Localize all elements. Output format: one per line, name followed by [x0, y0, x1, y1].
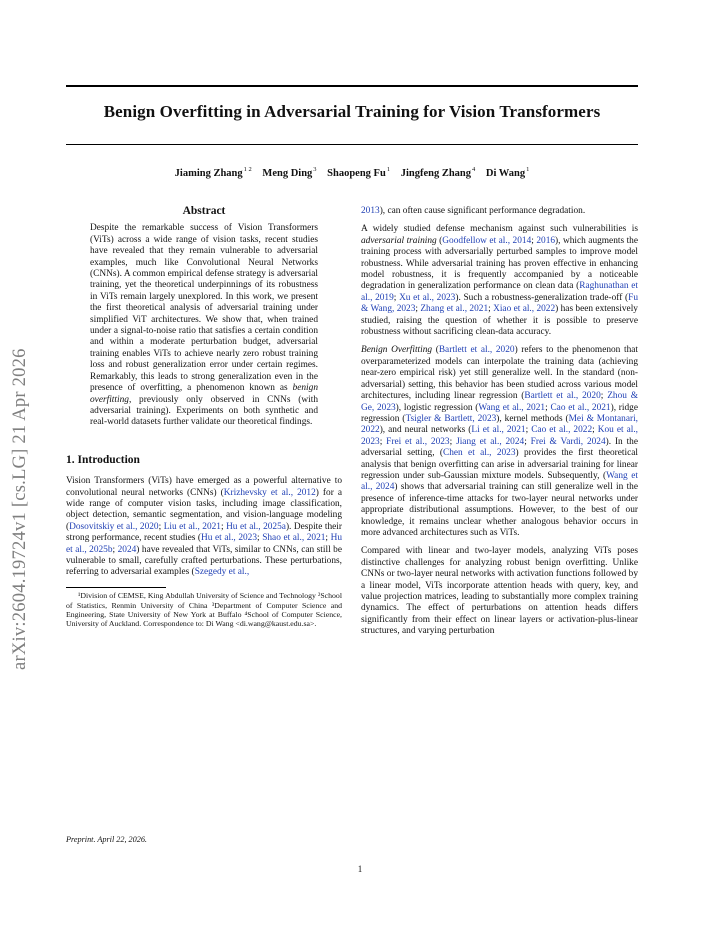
- body-paragraph: [361, 345, 638, 539]
- preprint-notice: Preprint. April 22, 2026.: [66, 835, 147, 844]
- citation-link[interactable]: Xiao et al., 2022: [493, 304, 556, 315]
- body-text: ), can often cause significant performance degradation.: [379, 206, 586, 216]
- citation-link[interactable]: Li et al., 2021: [471, 425, 526, 436]
- body-text: ;: [449, 436, 457, 447]
- citation-link[interactable]: Bartlett et al., 2020: [524, 391, 601, 402]
- citation-link[interactable]: 2013: [361, 206, 380, 216]
- body-text: ), which augments the training process with adversarially perturbed samples to improve model robustness. While adversarial training has proven effective in enhancing model robustness, it is frequently accompanied by a noticeable degradation in generalization performance on clean data (: [361, 235, 639, 292]
- citation-link[interactable]: Hu et al., 2023: [201, 533, 258, 544]
- citation-link[interactable]: Frei & Vardi, 2024: [530, 436, 606, 447]
- body-text: ;: [379, 436, 387, 447]
- author: Jingfeng Zhang$^4$: [400, 166, 476, 179]
- citation-link[interactable]: Xu et al., 2023: [399, 292, 456, 303]
- body-paragraph: [361, 224, 638, 338]
- author: Meng Ding$^3$: [262, 166, 317, 179]
- citation-link[interactable]: Tsigler & Bartlett, 2023: [405, 413, 497, 424]
- citation-link[interactable]: 2024: [117, 544, 137, 555]
- body-text: ) have revealed that ViTs, similar to CNNs, can still be vulnerable to small, carefully crafted perturbations. These perturbations, referring to adversarial examples (: [66, 544, 342, 578]
- abstract-text: Despite the remarkable success of Vision Transformers (ViTs) across a wide range of vision tasks, recent studies have revealed that they remain vulnerable to adversarial examples, much like Convolutional Neural Networks (CNNs). A common empirical defense strategy is adversarial training, yet the theoretical underpinnings of its robustness in ViTs remain largely unexplored. In this work, we present the first theoretical analysis of adversarial training under simplified ViT architectures. We show that, when trained under a signal-to-noise ratio that satisfies a certain condition and within a moderate perturbation budget, adversarial training enables ViTs to achieve nearly zero robust training loss and robust generalization error under certain regimes. Remarkably, this leads to strong generalization even in the presence of overfitting, a phenomenon known as benign overfitting, previously only observed in CNNs (with adversarial training). Experiments on both synthetic and real-world datasets further validate our theoretical findings.: [90, 223, 318, 428]
- body-text: (: [432, 345, 439, 356]
- right-column: [361, 206, 638, 645]
- body-text: ;: [488, 304, 494, 315]
- citation-link[interactable]: Liu et al., 2021: [163, 521, 221, 532]
- section-heading-introduction: 1. Introduction: [66, 453, 140, 466]
- body-text: ;: [531, 235, 537, 246]
- body-text: ), and neural networks (: [379, 425, 472, 436]
- body-text: ;: [545, 402, 551, 413]
- body-text: ) for a wide range of computer vision tasks, including image classification, object detection, semantic segmentation, and vision-language modeling (: [66, 487, 342, 532]
- citation-link[interactable]: Mei & Montanari, 2022: [361, 413, 639, 436]
- author: Jiaming Zhang$^{1 2}$: [174, 166, 252, 179]
- title-rule-top: [66, 85, 638, 87]
- body-text: ;: [592, 425, 598, 436]
- body-text: ;: [257, 533, 263, 544]
- title-rule-bottom: [66, 144, 638, 145]
- citation-link[interactable]: Szegedy et al.,: [194, 567, 250, 578]
- body-paragraph: [361, 206, 638, 217]
- body-text: ) has been extensively studied, raising the question of whether it is possible to preserve robustness without sacrificing clean-data accuracy.: [361, 304, 638, 338]
- body-text: ). Such a robustness-generalization trade-off (: [455, 292, 629, 303]
- affiliations-footnote: ¹Division of CEMSE, King Abdullah University of Science and Technology ²School of Statistics, Renmin University of China ³Department of Computer Science and Engineering, State University of New York at Buffalo ⁴School of Computer Science, University of Auckland. Correspondence to: Di Wang <di.wang@kaust.edu.sa>.: [66, 591, 342, 628]
- arxiv-stamp: arXiv:2604.19724v1 [cs.LG] 21 Apr 2026: [9, 348, 30, 670]
- citation-link[interactable]: Raghunathan et al., 2019: [361, 281, 638, 303]
- citation-link[interactable]: Jiang et al., 2024: [456, 436, 525, 447]
- citation-link[interactable]: Zhou & Ge, 2023: [361, 391, 638, 413]
- body-text: ) shows that adversarial training can still generalize well in the presence of inference-time attacks for two-layer neural networks under appropriate distributional assumptions. However, to the best of our knowledge, it remains unclear whether analogous behavior occurs in more advanced architectures such as ViTs.: [361, 482, 638, 538]
- citation-link[interactable]: Hu et al., 2025a: [226, 521, 286, 532]
- body-text: (: [436, 235, 443, 246]
- body-text: ). Despite their strong performance, recent studies (: [66, 521, 343, 544]
- body-text: ;: [415, 304, 421, 315]
- author: Di Wang$^1$: [485, 166, 530, 179]
- citation-link[interactable]: Goodfellow et al., 2014: [442, 235, 532, 246]
- body-text: ), kernel methods (: [496, 413, 569, 424]
- body-text: ;: [524, 436, 531, 447]
- author-list: [66, 166, 638, 179]
- citation-link[interactable]: Fu & Wang, 2023: [361, 292, 638, 315]
- author: Shaopeng Fu$^1$: [327, 166, 391, 179]
- body-text: ) provides the first theoretical analysis that benign overfitting can arise in adversarial training for linear regression under sub-Gaussian mixture models. Subsequently, (: [361, 448, 638, 481]
- body-text: ). In the adversarial setting, (: [361, 436, 638, 459]
- body-text: ), ridge regression (: [361, 402, 638, 424]
- left-column: [66, 206, 342, 628]
- body-text: ;: [220, 521, 227, 532]
- body-text: Compared with linear and two-layer models, analyzing ViTs poses distinctive challenges for analyzing robust benign overfitting. Unlike CNNs or two-layer neural networks with activation functions followed by a linear model, ViTs incorporate attention heads with query, key, and value projection matrices, leading to substantially more complex training dynamics. The effect of perturbations on attention heads differs significantly from their effect on linear layers or activation-plus-linear structures, and varying perturbation: [361, 546, 638, 637]
- citation-link[interactable]: Shao et al., 2021: [262, 533, 326, 544]
- body-text: ;: [325, 533, 331, 544]
- citation-link[interactable]: Frei et al., 2023: [386, 436, 450, 447]
- body-text: ;: [525, 425, 532, 436]
- citation-link[interactable]: Chen et al., 2023: [443, 448, 516, 459]
- body-text: A widely studied defense mechanism against such vulnerabilities is: [361, 224, 638, 235]
- citation-link[interactable]: 2016: [536, 235, 556, 246]
- citation-link[interactable]: Cao et al., 2022: [531, 425, 593, 436]
- citation-link[interactable]: Cao et al., 2021: [550, 402, 611, 413]
- body-text: ;: [393, 292, 400, 303]
- citation-link[interactable]: Zhang et al., 2021: [420, 304, 489, 315]
- emphasized-term: adversarial training: [361, 235, 437, 246]
- citation-link[interactable]: Hu et al., 2025b: [66, 533, 343, 555]
- citation-link[interactable]: Bartlett et al., 2020: [438, 345, 515, 356]
- body-text: ;: [158, 521, 164, 532]
- intro-paragraph: [66, 476, 342, 579]
- body-paragraph: [361, 546, 638, 637]
- footnote-rule: [66, 587, 166, 588]
- citation-link[interactable]: Wang et al., 2024: [361, 470, 638, 493]
- citation-link[interactable]: Kou et al., 2023: [361, 425, 639, 447]
- citation-link[interactable]: Wang et al., 2021: [478, 402, 546, 413]
- paper-title: Benign Overfitting in Adversarial Training for Vision Transformers: [103, 102, 601, 121]
- body-text: ;: [600, 391, 608, 402]
- abstract-heading: Abstract: [182, 205, 226, 217]
- emphasized-term: Benign Overfitting: [361, 345, 433, 356]
- body-text: ) refers to the phenomenon that overparameterized models can interpolate the training data (achieving near-zero empirical risk) yet still generalize well. In the standard (non-adversarial) setting, this behavior has been studied across various model architectures, including linear regression (: [361, 345, 638, 402]
- body-text: Vision Transformers (ViTs) have emerged as a powerful alternative to convolutional neural networks (CNNs) (: [66, 476, 342, 498]
- body-text: ), logistic regression (: [395, 402, 479, 413]
- citation-link[interactable]: Krizhevsky et al., 2012: [223, 487, 316, 498]
- body-text: ;: [112, 544, 118, 555]
- citation-link[interactable]: Dosovitskiy et al., 2020: [69, 521, 159, 532]
- page-number: 1: [357, 864, 363, 874]
